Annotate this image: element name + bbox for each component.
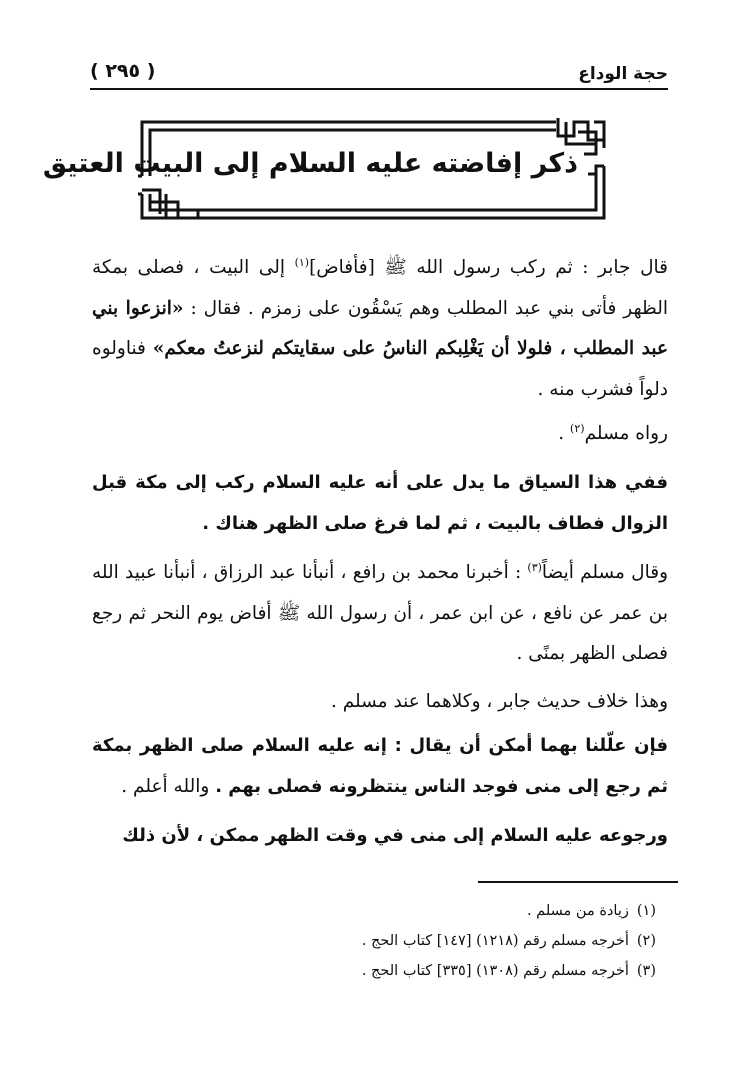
text-run: قال جابر : ثم ركب رسول الله ﷺ [فأفاض] [309,257,668,278]
paragraph-7 [92,816,668,857]
text-run: فإن علّلنا بهما أمكن أن يقال : إنه عليه السلام صلى الظهر بمكة ثم رجع إلى منى فوجد الناس ينتظرونه فصلى بهم . [92,735,668,797]
paragraph-5 [92,682,668,723]
running-header-title: حجة الوداع [578,64,668,84]
paragraph-text [92,414,668,455]
page-number: ( ٢٩٥ ) [90,60,156,82]
footnote-item [100,926,656,956]
text-run: : أخبرنا محمد بن رافع ، أنبأنا عبد الرزاق ، أنبأنا عبيد الله بن عمر عن نافع ، عن ابن عمر ، أن رسول الله ﷺ أفاض يوم النحر ثم رجع فصلى الظهر بمنًى . [92,562,668,664]
paragraph-text: ففي هذا السياق ما يدل على أنه عليه السلام ركب إلى مكة قبل الزوال فطاف بالبيت ، ثم لما فرغ صلى الظهر هناك . [92,472,668,534]
header-rule [90,88,668,90]
footnotes [100,896,656,986]
text-run: رواه مسلم [584,423,668,444]
text-run: . [558,423,571,444]
paragraph-1 [92,248,668,410]
text-run: وقال مسلم أيضاً [541,562,669,583]
section-title-frame [42,118,608,222]
text-run: إلى البيت ، فصلى بمكة الظهر فأتى بني عبد المطلب وهم يَسْقُون على زمزم . فقال : [92,257,668,319]
text-run: فناولوه دلواً فشرب منه . [92,338,668,400]
footnote-ref: (١) [294,255,310,269]
section-title: ذكر إفاضته عليه السلام إلى البيت العتيق [42,148,578,179]
paragraph-3 [92,463,668,544]
paragraph-text [92,726,668,807]
footnote-text: أخرجه مسلم رقم (١٣٠٨) [٣٣٥] كتاب الحج . [361,963,629,979]
paragraph-6 [92,726,668,807]
running-header [90,58,668,88]
paragraph-2 [92,414,668,455]
footnote-item [100,896,656,926]
paragraph-text: وهذا خلاف حديث جابر ، وكلاهما عند مسلم . [330,691,668,712]
footnote-item [100,956,656,986]
footnote-text: أخرجه مسلم رقم (١٢١٨) [١٤٧] كتاب الحج . [361,933,629,949]
footnote-ref: (٣) [527,560,542,574]
footnote-rule [478,881,678,883]
paragraph-text: ورجوعه عليه السلام إلى منى في وقت الظهر ممكن ، لأن ذلك [122,825,668,846]
paragraph-4 [92,553,668,675]
footnote-number: (٣) [636,963,656,979]
hadith-quote: «انزعوا بني عبد المطلب ، فلولا أن يَغْلِبكم الناسُ على سقايتكم لنزعتُ معكم» [92,297,669,359]
footnote-text: زيادة من مسلم . [526,903,629,919]
footnote-number: (٢) [636,933,656,949]
paragraph-text [92,553,668,675]
footnote-ref: (٢) [570,421,585,435]
footnote-number: (١) [636,903,656,919]
paragraph-text [92,248,668,410]
text-run: والله أعلم . [121,775,216,797]
